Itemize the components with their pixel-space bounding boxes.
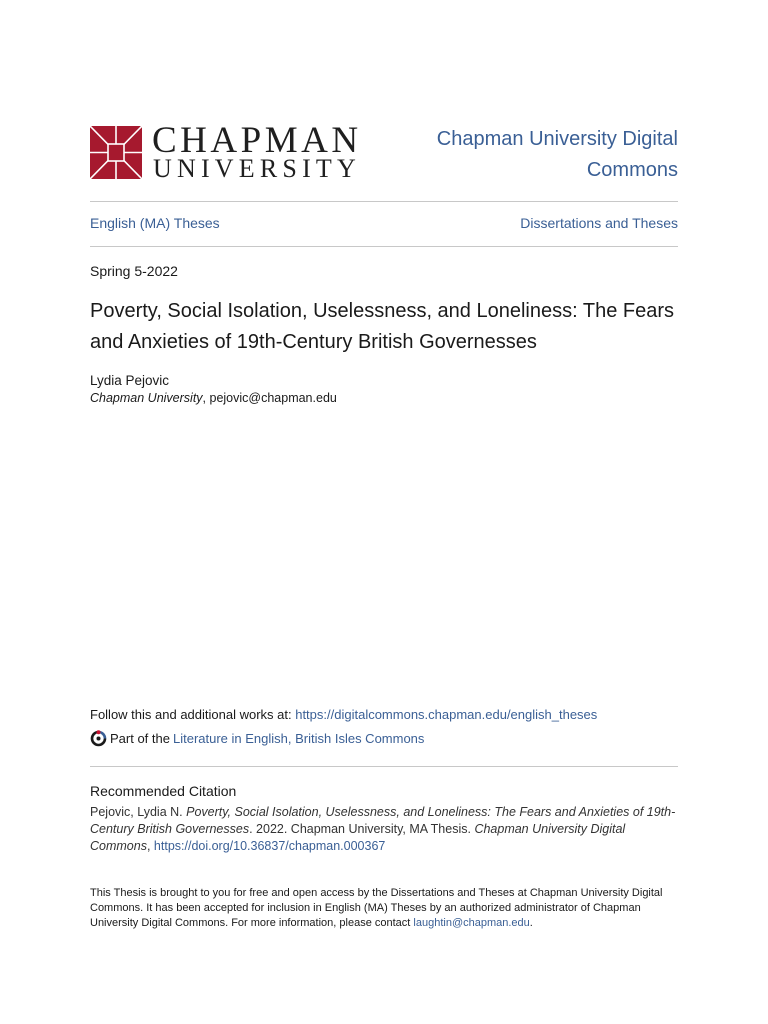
publication-date: Spring 5-2022 xyxy=(90,263,178,279)
citation-middle: . 2022. Chapman University, MA Thesis. xyxy=(249,822,475,836)
affiliation-email: , pejovic@chapman.edu xyxy=(202,391,337,405)
recommended-citation-heading: Recommended Citation xyxy=(90,783,237,799)
affiliation-institution: Chapman University xyxy=(90,391,203,405)
citation-publisher: Chapman University Digital Commons xyxy=(90,822,626,853)
citation-doi-link[interactable]: https://doi.org/10.36837/chapman.000367 xyxy=(153,839,386,853)
part-of-line xyxy=(90,730,424,747)
footer-text: This Thesis is brought to you for free and open access by the Dissertations and Theses at Chapman University Digital Commons. It has been accepted for inclusion in English (MA) Theses by an authorized administrator of Chapman University Digital Commons. For more information, please contact xyxy=(90,887,663,929)
divider-nav xyxy=(90,246,678,247)
footer-notice xyxy=(90,886,680,931)
chapman-logo xyxy=(90,120,365,183)
follow-line xyxy=(90,707,597,722)
logo-wordmark-university: UNIVERSITY xyxy=(153,154,361,183)
contact-email-link[interactable]: laughtin@chapman.edu xyxy=(413,917,530,929)
part-of-label: Part of the xyxy=(110,731,170,746)
commons-discipline-link[interactable]: Literature in English, British Isles Commons xyxy=(172,731,425,746)
citation-author: Pejovic, Lydia N. xyxy=(90,805,187,819)
dissertations-theses-link[interactable]: Dissertations and Theses xyxy=(520,215,678,231)
author-name: Lydia Pejovic xyxy=(90,373,170,388)
follow-label: Follow this and additional works at: xyxy=(90,707,296,722)
citation-separator: , xyxy=(146,839,154,853)
divider-citation xyxy=(90,766,678,767)
chapman-logo-mark-icon xyxy=(90,126,142,179)
logo-wordmark-chapman: CHAPMAN xyxy=(152,120,362,161)
footer-end: . xyxy=(529,917,533,929)
network-commons-icon xyxy=(90,730,107,747)
english-theses-link[interactable]: English (MA) Theses xyxy=(90,215,220,231)
document-title: Poverty, Social Isolation, Uselessness, and Loneliness: The Fears and Anxieties of 19th-Century British Governesses xyxy=(90,300,675,353)
follow-url-link[interactable]: https://digitalcommons.chapman.edu/english_theses xyxy=(295,707,598,722)
author-affiliation xyxy=(90,391,337,405)
repository-title-link[interactable]: Chapman University Digital Commons xyxy=(436,128,678,181)
citation-title: Poverty, Social Isolation, Uselessness, and Loneliness: The Fears and Anxieties of 19th-Century British Governesses xyxy=(90,805,676,836)
citation-text xyxy=(90,804,680,855)
divider-top xyxy=(90,201,678,202)
